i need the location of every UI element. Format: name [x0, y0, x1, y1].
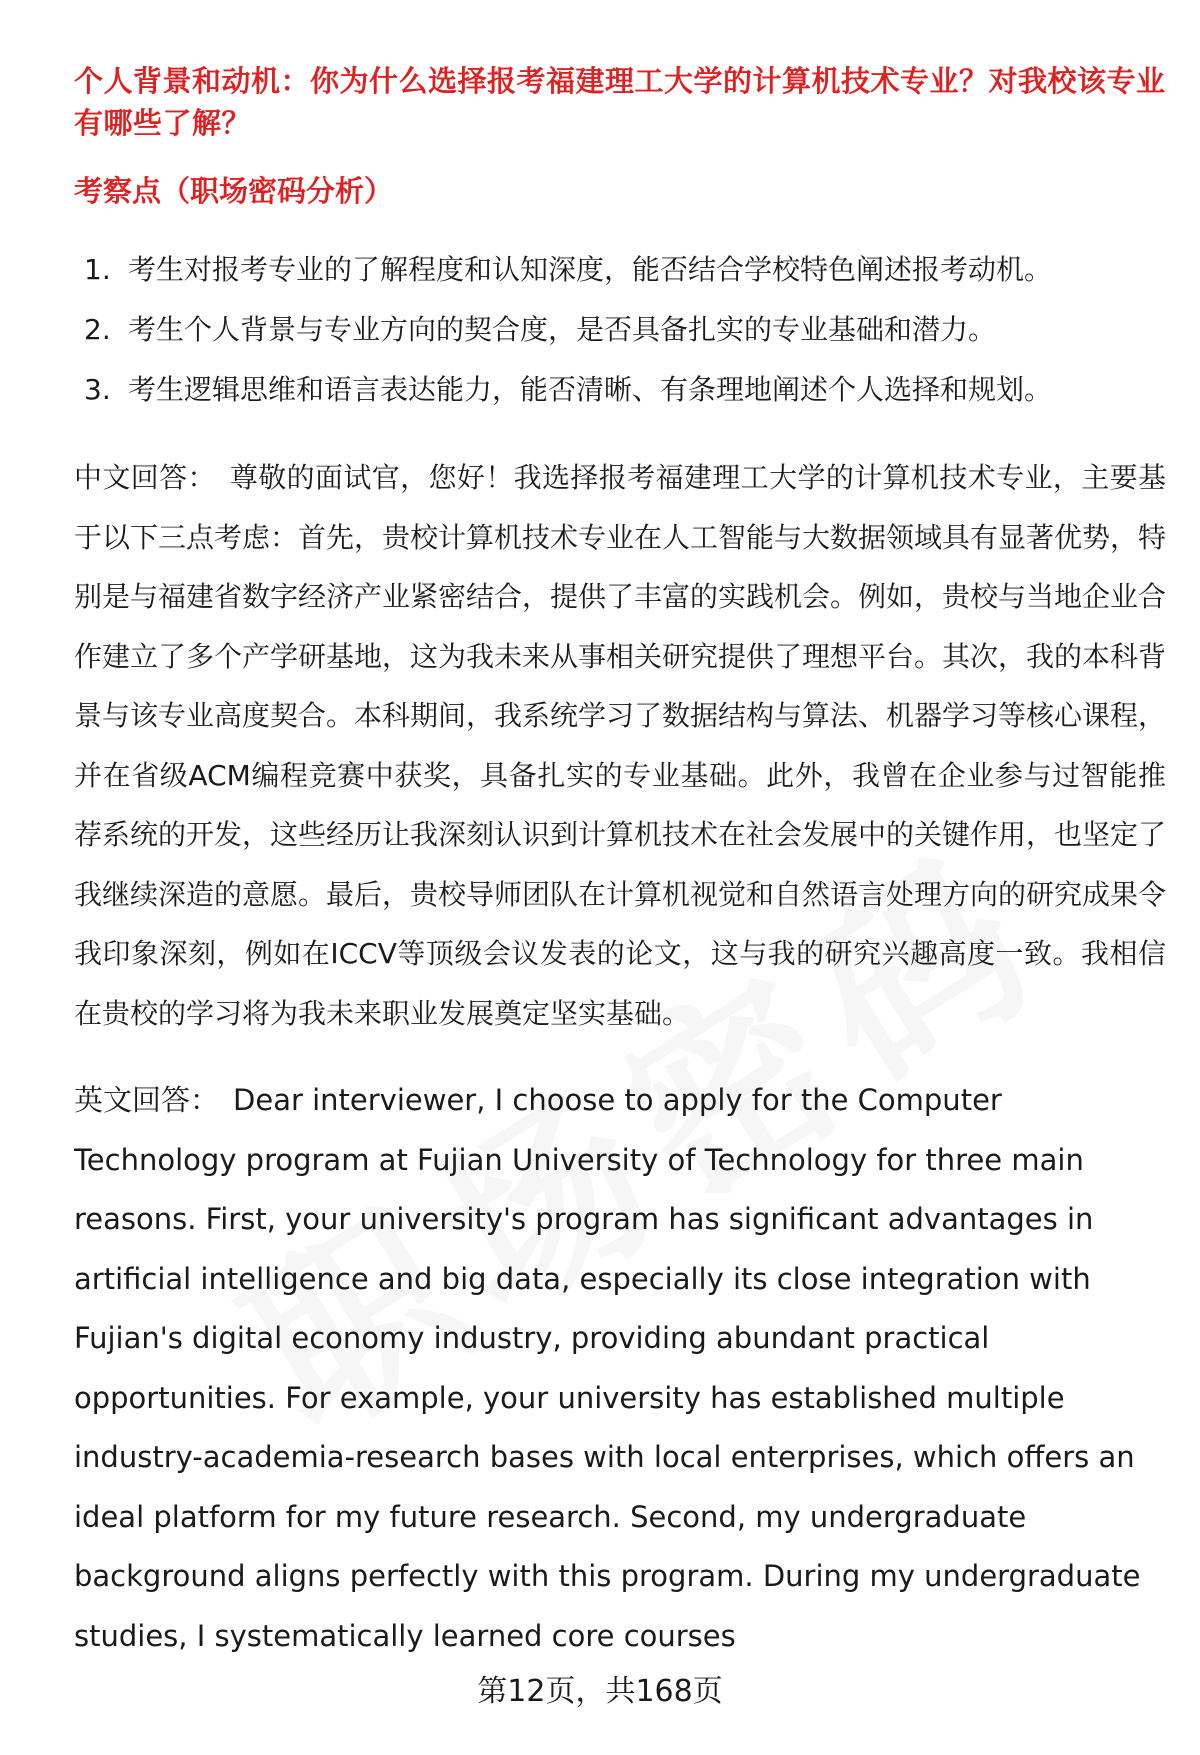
english-answer-label: 英文回答： [74, 1083, 220, 1117]
question-heading: 个人背景和动机：你为什么选择报考福建理工大学的计算机技术专业？对我校该专业有哪些了解？ [74, 64, 1166, 140]
list-item-number: 1. [84, 253, 111, 286]
list-item-number: 3. [84, 373, 111, 406]
chinese-answer [74, 448, 1166, 1043]
english-answer-text: Dear interviewer, I choose to apply for the Computer Technology program at Fujian University of Technology for three main reasons. First, your university's program has significant advantages in artificial intelligence and big data, especially its close integration with Fujian's digital economy industry, providing abundant practical opportunities. For example, your university has established multiple industry-academia-research bases with local enterprises, which offers an ideal platform for my future research. Second, my undergraduate background aligns perfectly with this program. During my undergraduate studies, I systematically learned core courses [74, 1083, 1141, 1653]
content [74, 60, 1166, 1666]
assessment-points-list [74, 240, 1166, 420]
english-answer [74, 1071, 1166, 1666]
chinese-answer-text: 尊敬的面试官，您好！我选择报考福建理工大学的计算机技术专业，主要基于以下三点考虑：首先，贵校计算机技术专业在人工智能与大数据领域具有显著优势，特别是与福建省数字经济产业紧密结合，提供了丰富的实践机会。例如，贵校与当地企业合作建立了多个产学研基地，这为我未来从事相关研究提供了理想平台。其次，我的本科背景与该专业高度契合。本科期间，我系统学习了数据结构与算法、机器学习等核心课程，并在省级ACM编程竞赛中获奖，具备扎实的专业基础。此外，我曾在企业参与过智能推荐系统的开发，这些经历让我深刻认识到计算机技术在社会发展中的关键作用，也坚定了我继续深造的意愿。最后，贵校导师团队在计算机视觉和自然语言处理方向的研究成果令我印象深刻，例如在ICCV等顶级会议发表的论文，这与我的研究兴趣高度一致。我相信在贵校的学习将为我未来职业发展奠定坚实基础。 [74, 461, 1167, 1030]
list-item [74, 300, 1166, 360]
list-item-text: 考生逻辑思维和语言表达能力，能否清晰、有条理地阐述个人选择和规划。 [128, 373, 1053, 406]
list-item-text: 考生个人背景与专业方向的契合度，是否具备扎实的专业基础和潜力。 [128, 313, 997, 346]
section-title: 考察点（职场密码分析） [74, 174, 394, 208]
list-item [74, 240, 1166, 300]
list-item [74, 360, 1166, 420]
list-item-number: 2. [84, 313, 111, 346]
chinese-answer-label: 中文回答： [74, 461, 216, 494]
list-item-text: 考生对报考专业的了解程度和认知深度，能否结合学校特色阐述报考动机。 [128, 253, 1053, 286]
page-number: 第12页，共168页 [477, 1674, 723, 1709]
